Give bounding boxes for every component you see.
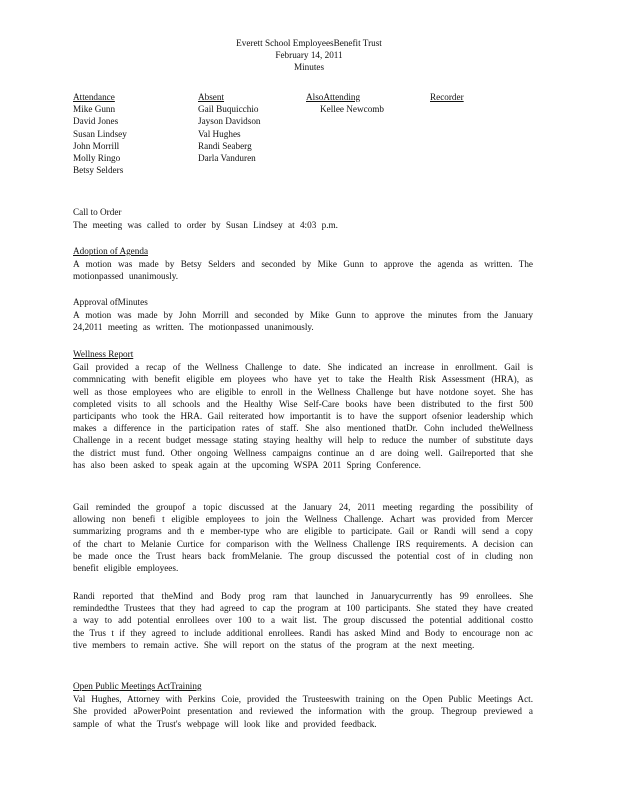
- recorder-heading: Recorder: [430, 92, 464, 102]
- meeting-date: February 14, 2011: [275, 50, 343, 60]
- wellness-section-cont2: [73, 590, 533, 651]
- approval-title: Approval ofMinutes: [73, 297, 148, 307]
- open-public-meetings-text: Val Hughes, Attorney with Perkins Coie, provided the Trusteeswith training on the Open Public Meetings Act. She provided aPowerPoint presentation and reviewed the information with the group. Thegroup previewed a sample of what the Trust's webpage will look like and provided feedback.: [73, 694, 533, 729]
- attendee-name: Molly Ringo: [73, 153, 121, 164]
- wellness-section: [73, 348, 533, 471]
- absent-name: Gail Buquicchio: [198, 104, 259, 115]
- also-attending-column: [306, 91, 384, 115]
- document-title: Everett School EmployeesBenefit Trust: [236, 38, 382, 48]
- attendee-name: Susan Lindsey: [73, 128, 127, 139]
- adoption-title: Adoption of Agenda: [73, 246, 149, 256]
- adoption-text: A motion was made by Betsy Selders and seconded by Mike Gunn to approve the agenda as written. The motionpassed unanimously.: [73, 259, 533, 282]
- call-to-order-title: Call to Order: [73, 207, 122, 217]
- attendee-name: Mike Gunn: [73, 104, 116, 115]
- approval-section: [73, 296, 533, 334]
- absent-name: Randi Seaberg: [198, 140, 252, 151]
- also-attending-heading: AlsoAttending: [306, 92, 361, 102]
- absent-column: [198, 91, 261, 164]
- wellness-section-cont: [73, 501, 533, 574]
- absent-heading: Absent: [198, 92, 225, 102]
- absent-name: Val Hughes: [198, 128, 241, 139]
- wellness-paragraph-2: Gail reminded the groupof a topic discussed at the January 24, 2011 meeting regarding the possibility of allowing non benefi t eligible employees to join the Wellness Challenge. Achart was provided from Mercer summarizing programs and th e member-type who are eligible to participate. Gail or Randi will send a copy of the chart to Melanie Curtice for comparison with the Wellness Challenge IRS requirements. A decision can be made once the Trust hears back fromMelanie. The group discussed the potential cost of in cluding non benefit eligible employees.: [73, 502, 533, 574]
- adoption-section: [73, 245, 533, 283]
- absent-name: Darla Vanduren: [198, 153, 256, 164]
- absent-name: Jayson Davidson: [198, 116, 261, 127]
- wellness-title: Wellness Report: [73, 349, 134, 359]
- open-public-meetings-section: [73, 680, 533, 730]
- document-subtitle: Minutes: [293, 62, 325, 72]
- attendee-name: Betsy Selders: [73, 165, 124, 176]
- recorder-column: [430, 91, 464, 103]
- approval-text: A motion was made by John Morrill and seconded by Mike Gunn to approve the minutes from the January 24,2011 meeting as written. The motionpassed unanimously.: [73, 310, 533, 333]
- call-to-order-text: The meeting was called to order by Susan Lindsey at 4:03 p.m.: [73, 220, 338, 231]
- also-attending-name: Kellee Newcomb: [320, 104, 385, 115]
- call-to-order-section: [73, 206, 533, 231]
- attendance-heading: Attendance: [73, 92, 115, 102]
- open-public-meetings-title: Open Public Meetings ActTraining: [73, 681, 202, 691]
- attendee-name: David Jones: [73, 116, 119, 127]
- attendee-name: John Morrill: [73, 140, 120, 151]
- attendance-column: [73, 91, 127, 176]
- wellness-paragraph-1: Gail provided a recap of the Wellness Challenge to date. She indicated an increase in enrollment. Gail is commnicating with benefit eligible em ployees who have yet to take the Health Risk Assessment (HRA), as well as those employees who are eligible to enroll in the Wellness Challenge but have notdone soyet. She has completed visits to all schools and the Healthy Wise Self-Care books have been distributed to the first 500 participants who took the HRA. Gail reiterated how importantit is to have the support ofsenior leadership which makes a difference in the participation rates of staff. She also mentioned thatDr. Cohn included theWellness Challenge in a recent budget message stating staying healthy will help to reduce the number of substitute days the district must fund. Other ongoing Wellness campaigns continue an d are doing well. Gailreported that she has also been asked to speak again at the upcoming WSPA 2011 Spring Conference.: [73, 362, 533, 470]
- wellness-paragraph-3: Randi reported that theMind and Body prog ram that launched in Januarycurrently has 99 enrollees. She remindedthe Trustees that they had agreed to cap the program at 100 participants. She stated they have created a way to add potential enrollees over 100 to a wait list. The group discussed the potential additional costto the Trus t if they agreed to include additional enrollees. Randi has asked Mind and Body to encourage non ac tive members to remain active. She will report on the status of the program at the next meeting.: [73, 591, 533, 650]
